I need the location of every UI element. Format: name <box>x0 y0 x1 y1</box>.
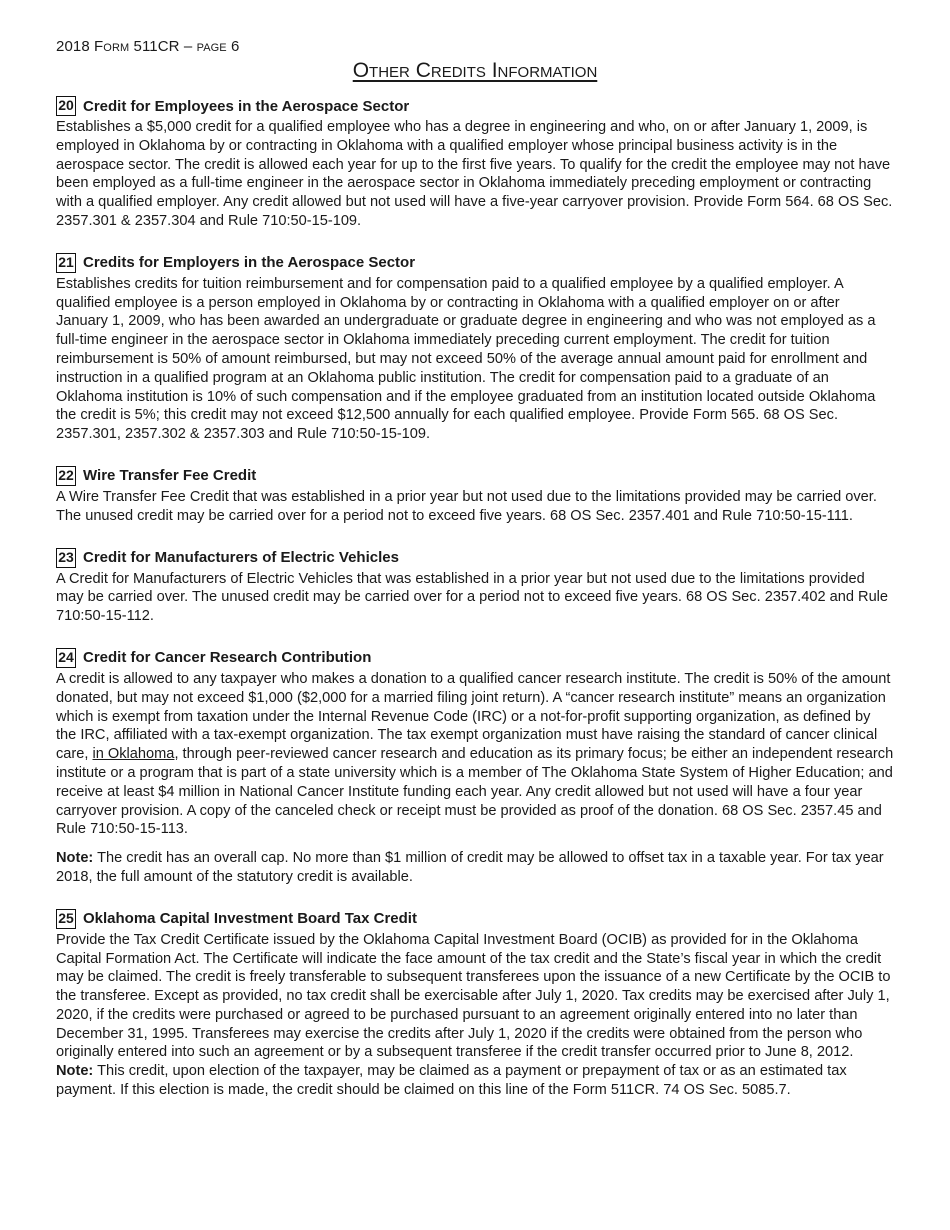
note-label: Note: <box>56 850 94 867</box>
section-title: Credit for Cancer Research Contribution <box>83 649 372 667</box>
section-title: Wire Transfer Fee Credit <box>83 467 257 485</box>
body-text: A credit is allowed to any taxpayer who makes a donation to a qualified cancer research institute. The credit is 50% of the amount donated, but may not exceed $1,000 ($2,000 for a married filing joint return). A “cancer research institute” means an organization which is exempt from taxation under the Internal Revenue Code (IRC) or a not-for-profit supporting organization, as defined by the IRC, affiliated with a tax-exempt organization. The tax exempt organization must have raising the standard of cancer clinical care, <box>56 670 891 763</box>
section-note <box>56 849 894 887</box>
note-text: The credit has an overall cap. No more than $1 million of credit may be allowed to offset tax in a taxable year. For tax year 2018, the full amount of the statutory credit is available. <box>56 850 884 885</box>
section-body: Establishes credits for tuition reimbursement and for compensation paid to a qualified employee by a qualified employer. A qualified employee is a person employed in Oklahoma by or contracting in Oklahoma with a qualified employer on or after January 1, 2009, who has been awarded an undergraduate or graduate degree in engineering and who was not employed as a full-time engineer in the aerospace sector in Oklahoma immediately preceding current employment. The credit for tuition reimbursement is 50% of amount reimbursed, but may not exceed 50% of the average annual amount paid for enrollment and instruction in a qualified program at an Oklahoma public institution. The credit for compensation paid to a graduate of an Oklahoma institution is 10% of such compensation and if the employee graduated from an institution located outside Oklahoma the credit is 5%; this credit may not exceed $12,500 annually for each qualified employee. Provide Form 565. 68 OS Sec. 2357.301, 2357.302 & 2357.303 and Rule 710:50-15-109. <box>56 275 876 443</box>
body-text: This credit, upon election of the taxpayer, may be claimed as a payment or prepayment of tax or as an estimated tax payment. If this election is made, the credit should be claimed on this line of the Form 511CR. 74 OS Sec. 5085.7. <box>56 1063 847 1099</box>
section-body <box>56 931 894 1100</box>
page <box>56 38 894 1100</box>
form-page-label: 2018 Form 511CR – page 6 <box>56 38 240 55</box>
section-heading <box>56 251 894 275</box>
underlined-text: in Oklahoma <box>92 746 175 763</box>
section-heading <box>56 546 894 570</box>
section-heading <box>56 94 894 118</box>
section-20 <box>56 94 894 231</box>
page-title: Other Credits Information <box>352 59 598 82</box>
section-title: Credit for Manufacturers of Electric Vehicles <box>83 549 399 567</box>
section-24 <box>56 646 894 887</box>
section-23 <box>56 546 894 626</box>
line-number-box: 23 <box>56 548 76 568</box>
section-body: Establishes a $5,000 credit for a qualified employee who has a degree in engineering and who, on or after January 1, 2009, is employed in Oklahoma by or contracting in Oklahoma with a qualified employer whose principal business activity is in the aerospace sector. The credit is allowed each year for up to the first five years. To qualify for the credit the employee may not have been employed as a full-time engineer in the aerospace sector in Oklahoma immediately preceding employment or contracting with a qualified employer. Any credit allowed but not used will have a five-year carryover provision. Provide Form 564. 68 OS Sec. 2357.301 & 2357.304 and Rule 710:50-15-109. <box>56 119 893 229</box>
line-number-box: 24 <box>56 648 76 668</box>
section-body <box>56 670 894 839</box>
note-label: Note: <box>56 1063 94 1080</box>
section-title: Credit for Employees in the Aerospace Sector <box>83 97 410 115</box>
section-22 <box>56 464 894 526</box>
section-21 <box>56 251 894 444</box>
line-number-box: 25 <box>56 909 76 929</box>
section-heading <box>56 464 894 488</box>
section-title: Oklahoma Capital Investment Board Tax Credit <box>83 910 417 928</box>
line-number-box: 20 <box>56 96 76 116</box>
section-title: Credits for Employers in the Aerospace Sector <box>83 254 416 272</box>
section-heading <box>56 907 894 931</box>
body-text: Provide the Tax Credit Certificate issued by the Oklahoma Capital Investment Board (OCIB) as provided for in the Oklahoma Capital Formation Act. The Certificate will indicate the face amount of the tax credit and the State’s fiscal year in which the credit may be claimed. The credit is freely transferable to subsequent transferees upon the issuance of a new Certificate by the OCIB to the transferee. Except as provided, no tax credit shall be exercisable after July 1, 2020. Tax credits may be exercised after July 1, 2020, if the credits were purchased or agreed to be purchased pursuant to an agreement originally entered into no later than December 31, 1995. Transferees may exercise the credits after July 1, 2020 if the credits were obtained from the person who originally entered into such an agreement or by a subsequent transferee if the credit transfer occurred prior to June 8, 2012. <box>56 931 891 1061</box>
line-number-box: 22 <box>56 466 76 486</box>
body-text: , through peer-reviewed cancer research and education as its primary focus; be either an independent research institute or a program that is part of a state university which is a member of The Oklahoma State System of Higher Education; and receive at least $4 million in National Cancer Institute funding each year. Any credit allowed but not used will have a four year carryover provision. A copy of the canceled check or receipt must be provided as proof of the donation. 68 OS Sec. 2357.45 and Rule 710:50-15-113. <box>56 746 894 838</box>
line-number-box: 21 <box>56 253 76 273</box>
section-25 <box>56 907 894 1100</box>
section-body: A Credit for Manufacturers of Electric Vehicles that was established in a prior year but not used due to the limitations provided may be carried over. The unused credit may be carried over for a period not to exceed five years. 68 OS Sec. 2357.402 and Rule 710:50-15-112. <box>56 570 889 625</box>
section-body: A Wire Transfer Fee Credit that was established in a prior year but not used due to the limitations provided may be carried over. The unused credit may be carried over for a period not to exceed five years. 68 OS Sec. 2357.401 and Rule 710:50-15-111. <box>56 488 877 524</box>
section-heading <box>56 646 894 670</box>
